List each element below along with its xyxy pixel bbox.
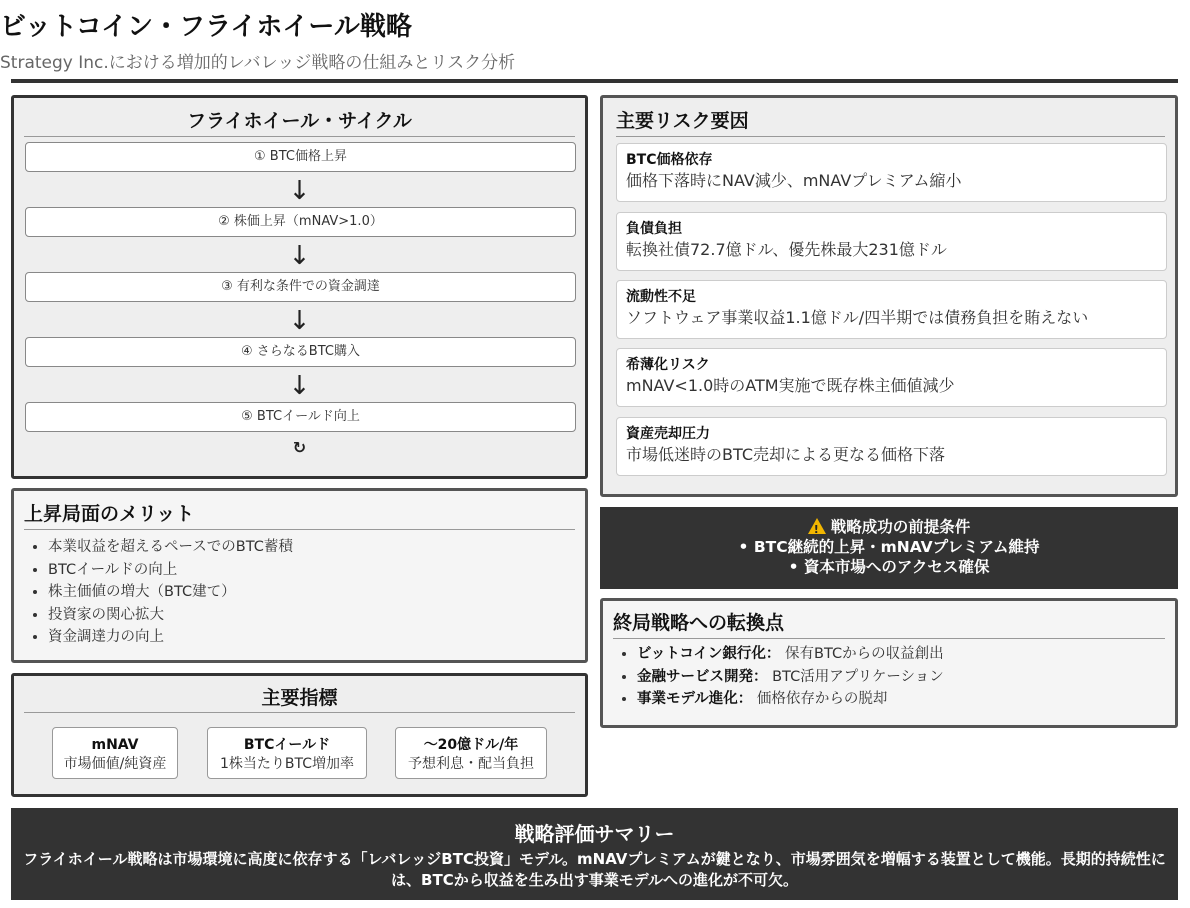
risk-desc: 価格下落時にNAV減少、mNAVプレミアム縮小 [626,171,962,190]
flywheel-heading: フライホイール・サイクル [24,106,575,137]
merits-panel [11,488,588,663]
risk-card [616,143,1167,202]
precondition-line: • 資本市場へのアクセス確保 [788,558,990,576]
risk-desc: 転換社債72.7億ドル、優先株最大231億ドル [626,240,947,259]
endgame-list [615,643,944,711]
item-label: 金融サービス開発： [637,668,768,685]
flywheel-panel [11,95,588,479]
risk-desc: ソフトウェア事業収益1.1億ドル/四半期では債務負担を賄えない [626,308,1089,327]
summary-body: フライホイール戦略は市場環境に高度に依存する「レバレッジBTC投資」モデル。mNAVプレミアムが鍵となり、市場雰囲気を増幅する装置として機能。長期的持続性には、BTCから収益を生み出す事業モデルへの進化が不可欠。 [23,850,1166,889]
risks-panel [600,95,1178,497]
list-item: • 資金調達力の向上 [48,626,293,649]
metric-title: ～20億ドル/年 [423,737,519,753]
item-text: BTC活用アプリケーション [772,668,944,685]
preconditions-heading-row [600,517,1178,537]
precondition-line: • BTC継続的上昇・mNAVプレミアム維持 [738,538,1040,556]
flywheel-step-4: ④ さらなるBTC購入 [25,337,576,367]
risk-title: 資産売却圧力 [626,426,710,442]
header-divider [11,79,1178,83]
endgame-heading: 終局戦略への転換点 [613,608,1165,639]
summary-box [11,808,1178,900]
item-label: ビットコイン銀行化： [637,646,781,662]
metric-card-burden [395,727,547,779]
risk-card [616,417,1167,476]
risk-title: 希薄化リスク [626,357,710,373]
metric-card-btc-yield [207,727,367,779]
page-title: ビットコイン・フライホイール戦略 [0,12,412,42]
item-label: 事業モデル進化： [637,691,753,707]
risk-desc: 市場低迷時のBTC売却による更なる価格下落 [626,445,945,464]
arrow-down-icon: ↓ [288,176,311,206]
risk-title: 負債負担 [626,221,682,237]
arrow-down-icon: ↓ [288,371,311,401]
flywheel-step-3: ③ 有利な条件での資金調達 [25,272,576,302]
cycle-repeat-icon: ↻ [292,438,307,457]
risk-desc: mNAV<1.0時のATM実施で既存株主価値減少 [626,376,955,395]
metric-card-mnav [52,727,178,779]
arrow-down-icon: ↓ [288,241,311,271]
metrics-heading: 主要指標 [24,684,575,713]
risk-title: BTC価格依存 [626,152,713,168]
flywheel-step-1: ① BTC価格上昇 [25,142,576,172]
list-item [637,643,944,666]
item-text: 価格依存からの脱却 [756,691,888,707]
summary-heading: 戦略評価サマリー [514,822,675,846]
metric-title: mNAV [91,737,139,753]
metric-title: BTCイールド [243,737,331,753]
list-item: • BTCイールドの向上 [48,559,293,582]
metrics-panel [11,673,588,797]
risk-card [616,280,1167,339]
metric-desc: 1株当たりBTC増加率 [219,756,355,772]
flywheel-step-5: ⑤ BTCイールド向上 [25,402,576,432]
item-text: 保有BTCからの収益創出 [785,646,944,662]
flywheel-step-2: ② 株価上昇（mNAV>1.0） [25,207,576,237]
arrow-down-icon: ↓ [288,306,311,336]
list-item [637,688,944,711]
risks-heading: 主要リスク要因 [616,106,1165,137]
list-item: • 株主価値の増大（BTC建て） [48,581,293,604]
page-subtitle: Strategy Inc.における増加的レバレッジ戦略の仕組みとリスク分析 [0,53,516,73]
merits-heading: 上昇局面のメリット [24,499,575,530]
merits-list [26,536,293,649]
risk-title: 流動性不足 [626,289,696,305]
list-item: • 本業収益を超えるペースでのBTC蓄積 [48,536,293,559]
list-item [637,666,944,689]
warning-icon [808,518,826,534]
risk-card [616,348,1167,407]
endgame-panel [600,598,1178,728]
risk-card [616,212,1167,271]
preconditions-box [600,507,1178,589]
metric-desc: 予想利息・配当負担 [408,756,534,772]
preconditions-heading: 戦略成功の前提条件 [830,518,971,536]
metric-desc: 市場価値/純資産 [63,756,167,772]
list-item: • 投資家の関心拡大 [48,604,293,627]
